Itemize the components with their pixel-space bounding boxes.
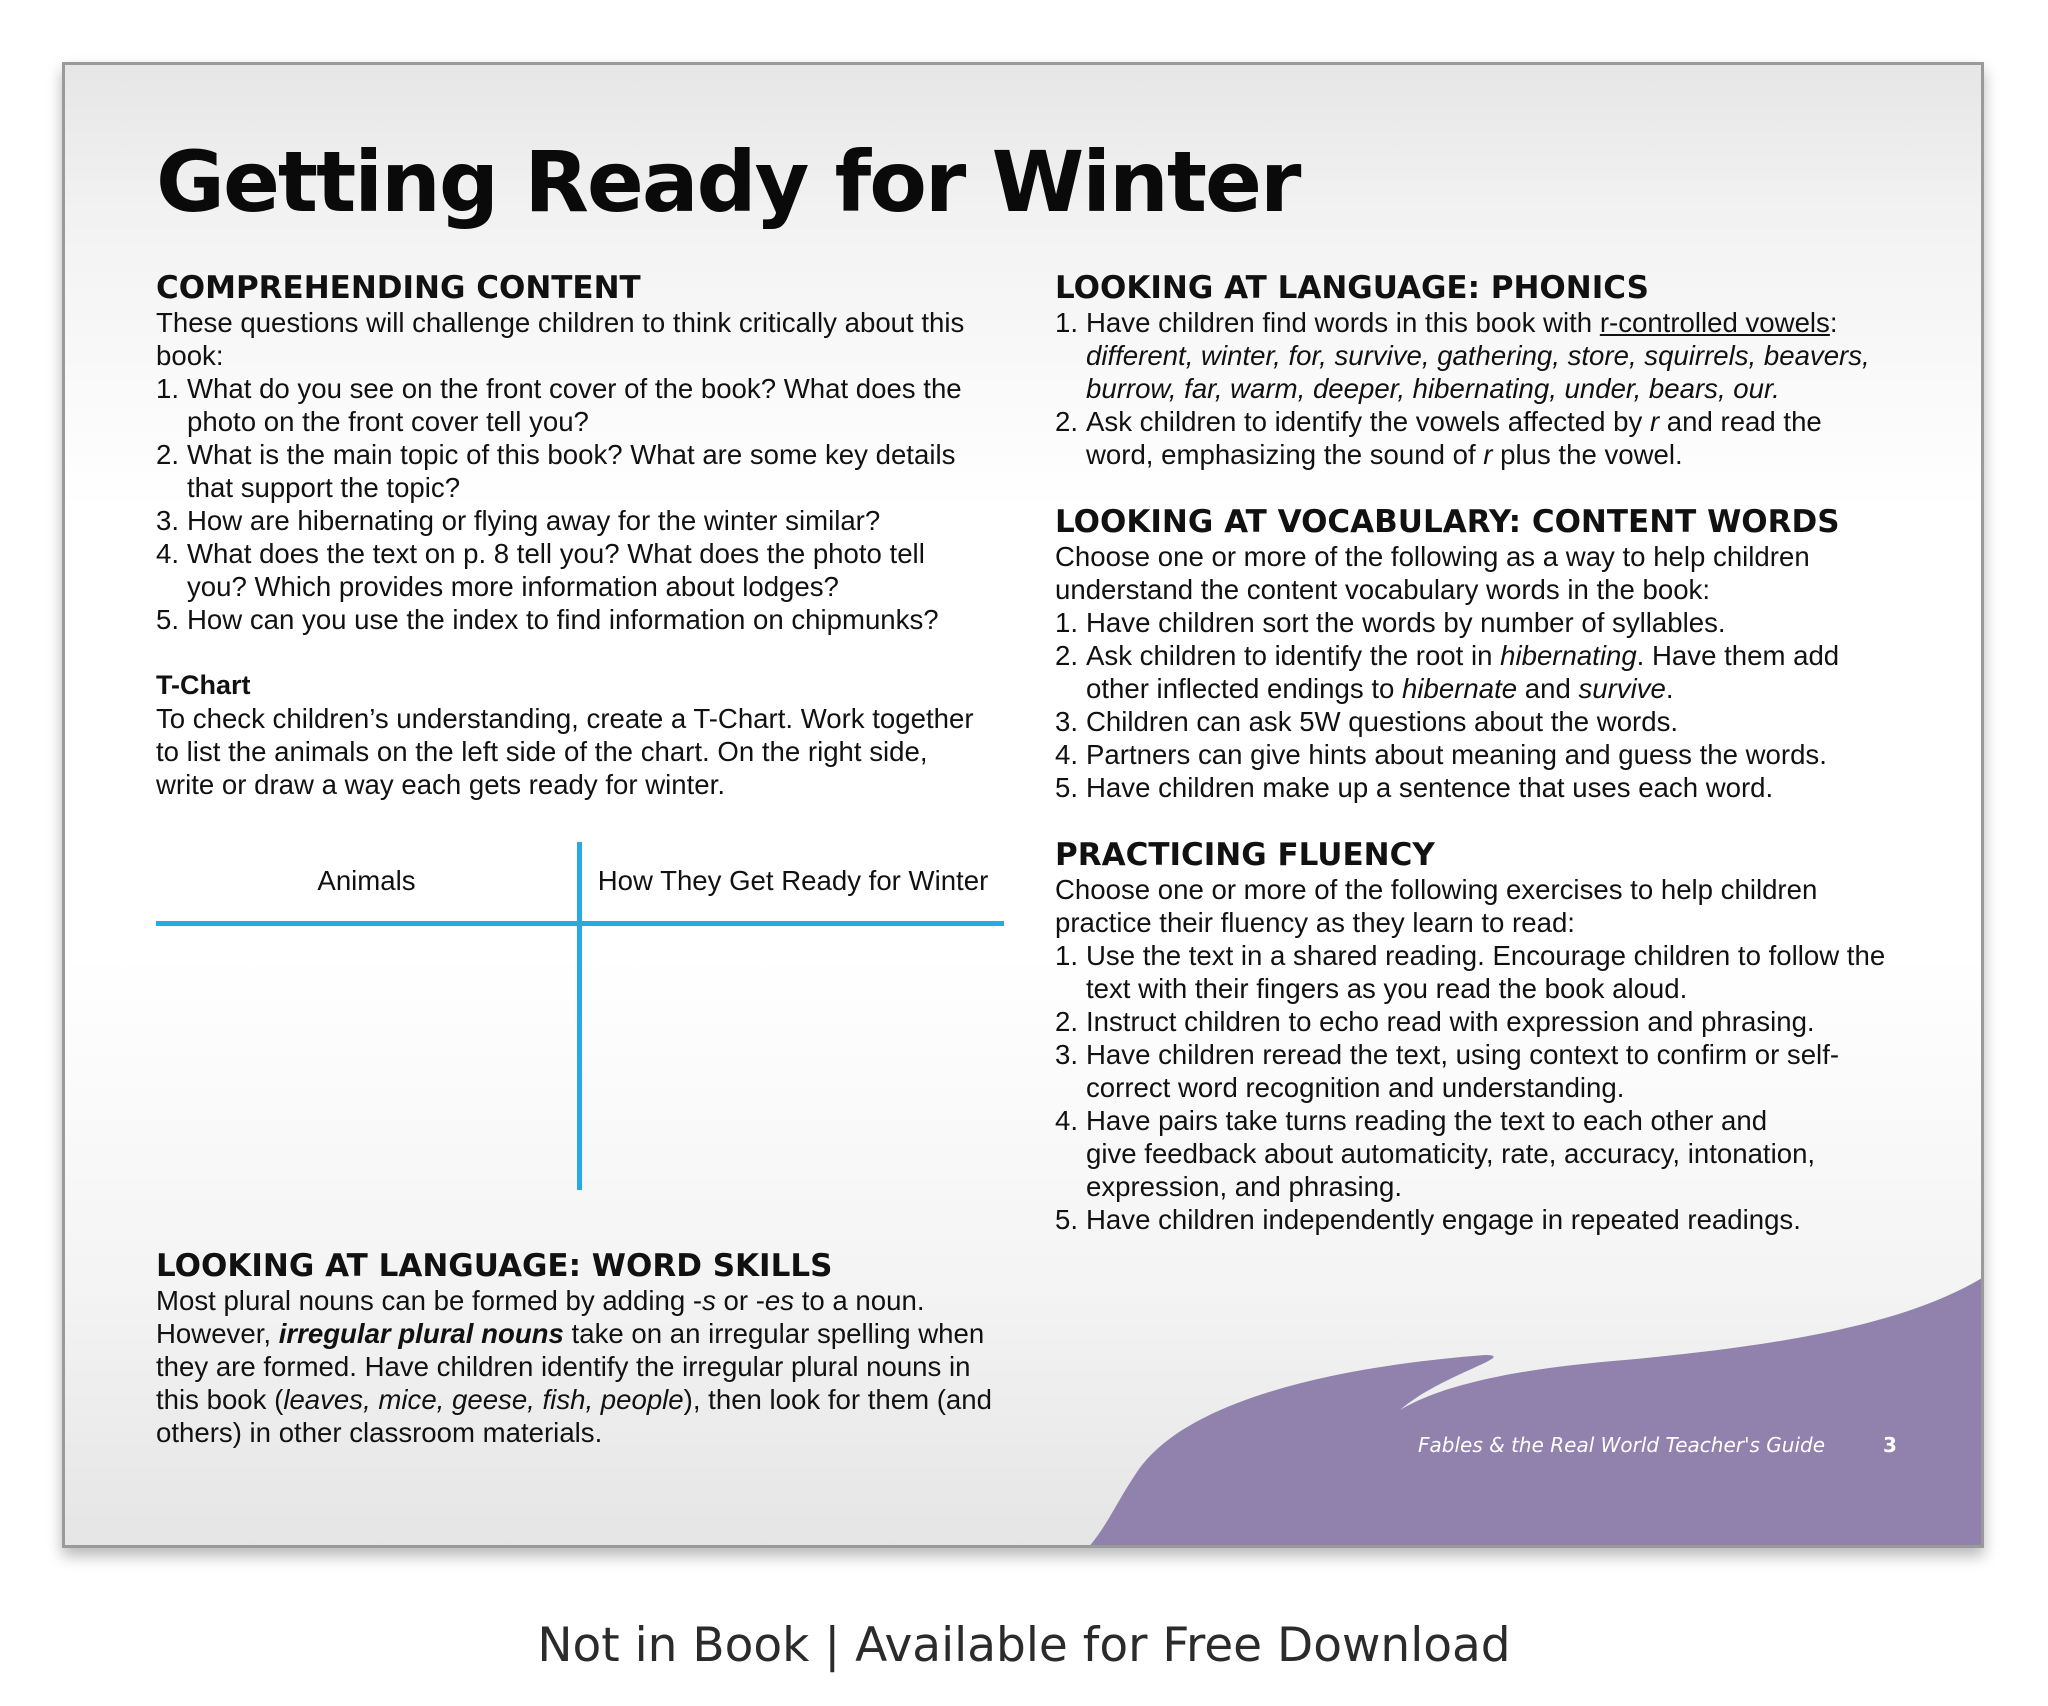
tchart-vertical-rule	[577, 842, 582, 1190]
left-column	[156, 270, 1006, 1449]
item-text: Ask children to identify the root in hibernating. Have them add other inflected endings to hibernate and survive.	[1086, 640, 1840, 704]
download-caption: Not in Book | Available for Free Download	[537, 1618, 1511, 1673]
item-number: 1.	[156, 373, 180, 404]
item-number: 2.	[156, 439, 180, 470]
item-text: How are hibernating or flying away for the winter similar?	[187, 505, 881, 536]
spacer	[1055, 471, 1935, 504]
vocabulary-intro: Choose one or more of the following as a way to help children understand the content vocabulary words in the book:	[1055, 541, 1810, 605]
intro-line: These questions will challenge children to think critically about this	[156, 307, 965, 338]
spacer	[1055, 804, 1935, 837]
list-item	[156, 603, 1006, 636]
t-chart	[156, 842, 1006, 1202]
item-number: 2.	[1055, 1006, 1079, 1037]
list-item	[1055, 639, 1935, 705]
word-skills-heading: LOOKING AT LANGUAGE: WORD SKILLS	[156, 1248, 833, 1284]
item-text: What does the text on p. 8 tell you? What does the photo tell you? Which provides more information about lodges?	[187, 538, 925, 602]
item-text: Have children sort the words by number of syllables.	[1086, 607, 1726, 638]
list-item	[156, 504, 1006, 537]
item-number: 3.	[156, 505, 180, 536]
document-page	[62, 62, 1984, 1548]
item-text: Have children make up a sentence that uses each word.	[1086, 772, 1774, 803]
list-item	[1055, 738, 1935, 771]
list-item	[1055, 705, 1935, 738]
list-item	[1055, 405, 1935, 471]
tchart-column-how-ready: How They Get Ready for Winter	[597, 865, 989, 896]
item-text: Instruct children to echo read with expression and phrasing.	[1086, 1006, 1815, 1037]
item-number: 3.	[1055, 706, 1079, 737]
word-skills-text: Most plural nouns can be formed by adding -s or -es to a noun. However, irregular plural nouns take on an irregular spelling when they are formed. Have children identify the irregular plural nouns in this book (leaves, mice, geese, fish, people), then look for them (and others) in other classroom materials.	[156, 1285, 992, 1448]
item-number: 4.	[1055, 1105, 1079, 1136]
comprehending-intro	[156, 306, 1006, 372]
comprehending-content-section	[156, 270, 1006, 636]
item-text: What do you see on the front cover of the book? What does the photo on the front cover tell you?	[187, 373, 962, 437]
vocabulary-heading: LOOKING AT VOCABULARY: CONTENT WORDS	[1055, 504, 1840, 540]
list-item	[1055, 939, 1935, 1005]
item-text: What is the main topic of this book? What are some key details that support the topic?	[187, 439, 956, 503]
tchart-section	[156, 669, 1006, 1202]
comprehending-questions	[156, 372, 1006, 636]
spacer	[156, 1202, 1006, 1248]
item-text: Ask children to identify the vowels affected by r and read the word, emphasizing the sound of r plus the vowel.	[1086, 406, 1822, 470]
comprehending-heading: COMPREHENDING CONTENT	[156, 270, 641, 306]
spacer	[156, 636, 1006, 669]
fluency-intro: Choose one or more of the following exercises to help children practice their fluency as they learn to read:	[1055, 874, 1818, 938]
phonics-list	[1055, 306, 1935, 471]
list-item	[1055, 1104, 1935, 1203]
tchart-instructions: To check children’s understanding, create a T-Chart. Work together to list the animals on the left side of the chart. On the right side, write or draw a way each gets ready for winter.	[156, 703, 974, 800]
fluency-list	[1055, 939, 1935, 1236]
item-text: How can you use the index to find information on chipmunks?	[187, 604, 939, 635]
right-column	[1055, 270, 1935, 1236]
vocabulary-list	[1055, 606, 1935, 804]
item-text: Have pairs take turns reading the text to each other and give feedback about automaticity, rate, accuracy, intonation, expression, and phrasing.	[1086, 1105, 1816, 1202]
item-number: 2.	[1055, 406, 1079, 437]
item-text: Partners can give hints about meaning and guess the words.	[1086, 739, 1827, 770]
list-item	[1055, 306, 1935, 405]
footer-guide-title: Fables & the Real World Teacher's Guide	[1418, 1433, 1825, 1457]
list-item	[156, 372, 1006, 438]
footer-page-number: 3	[1883, 1433, 1897, 1457]
list-item	[1055, 1005, 1935, 1038]
item-number: 5.	[156, 604, 180, 635]
phonics-section	[1055, 270, 1935, 471]
item-number: 1.	[1055, 607, 1079, 638]
page-title: Getting Ready for Winter	[156, 133, 1300, 231]
item-number: 4.	[156, 538, 180, 569]
item-number: 4.	[1055, 739, 1079, 770]
list-item	[156, 537, 1006, 603]
fluency-section	[1055, 837, 1935, 1236]
vocabulary-section	[1055, 504, 1935, 804]
list-item	[1055, 771, 1935, 804]
fluency-heading: PRACTICING FLUENCY	[1055, 837, 1435, 873]
item-number: 2.	[1055, 640, 1079, 671]
word-skills-section	[156, 1248, 1006, 1449]
item-text: Use the text in a shared reading. Encourage children to follow the text with their fingers as you read the book aloud.	[1086, 940, 1886, 1004]
list-item	[1055, 1203, 1935, 1236]
list-item	[156, 438, 1006, 504]
intro-line: book:	[156, 340, 224, 371]
tchart-column-animals: Animals	[317, 865, 416, 896]
item-text: Have children find words in this book with r-controlled vowels: different, winter, for, survive, gathering, store, squirrels, beavers, burrow, far, warm, deeper, hibernating, under, bears, our.	[1086, 307, 1870, 404]
item-text: Have children independently engage in repeated readings.	[1086, 1204, 1801, 1235]
tchart-heading: T-Chart	[156, 670, 251, 700]
item-text: Children can ask 5W questions about the words.	[1086, 706, 1679, 737]
item-number: 1.	[1055, 940, 1079, 971]
phonics-heading: LOOKING AT LANGUAGE: PHONICS	[1055, 270, 1649, 306]
item-text: Have children reread the text, using context to confirm or self- correct word recognition and understanding.	[1086, 1039, 1840, 1103]
item-number: 3.	[1055, 1039, 1079, 1070]
list-item	[1055, 1038, 1935, 1104]
item-number: 5.	[1055, 1204, 1079, 1235]
list-item	[1055, 606, 1935, 639]
item-number: 5.	[1055, 772, 1079, 803]
item-number: 1.	[1055, 307, 1079, 338]
